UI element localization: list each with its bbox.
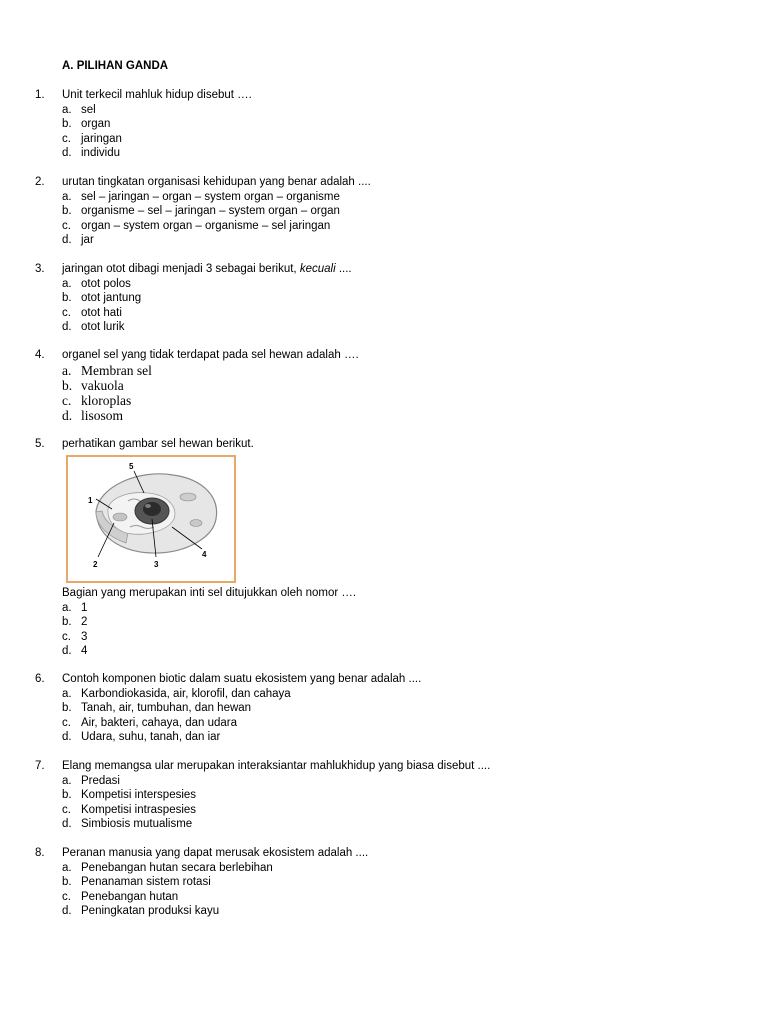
option-d: d. 4 [62, 645, 88, 658]
option-c: c. Penebangan hutan [62, 890, 179, 903]
animal-cell-diagram [68, 457, 234, 581]
option-c: c. Air, bakteri, cahaya, dan udara [62, 716, 237, 729]
option-a: a. 1 [62, 601, 88, 614]
option-b: b. vakuola [62, 378, 124, 393]
option-a: a. otot polos [62, 277, 131, 290]
option-a: a. Predasi [62, 774, 120, 787]
option-c: c. organ – system organ – organisme – sel jaringan [62, 219, 331, 232]
question-number: 5. [35, 438, 45, 450]
question-text: organel sel yang tidak terdapat pada sel hewan adalah …. [62, 349, 359, 361]
option-b: b. organ [62, 118, 111, 131]
option-a: a. sel [62, 103, 96, 116]
option-d: d. individu [62, 147, 120, 160]
option-a: a. sel – jaringan – organ – system organ – organisme [62, 190, 340, 203]
options-list [62, 103, 122, 161]
organelle [190, 520, 202, 527]
nucleolus [143, 502, 161, 516]
question-text: Unit terkecil mahluk hidup disebut …. [62, 89, 252, 101]
option-c: c. 3 [62, 630, 88, 643]
options-list [62, 190, 340, 248]
option-d: d. jar [62, 234, 94, 247]
question-text: Contoh komponen biotic dalam suatu ekosistem yang benar adalah .... [62, 673, 422, 685]
option-b: b. Kompetisi interspesies [62, 789, 197, 802]
option-d: d. otot lurik [62, 321, 125, 334]
options-list [62, 861, 273, 919]
question-text: jaringan otot dibagi menjadi 3 sebagai berikut, kecuali .... [62, 263, 352, 275]
options-list [62, 277, 141, 335]
options-list [62, 774, 196, 832]
options-list [62, 687, 291, 745]
option-d: d. Udara, suhu, tanah, dan iar [62, 731, 221, 744]
figure-label-5: 5 [129, 462, 134, 471]
option-c: c. Kompetisi intraspesies [62, 803, 197, 816]
figure-label-2: 2 [93, 560, 98, 569]
options-list [62, 601, 87, 659]
option-d: d. Simbiosis mutualisme [62, 818, 193, 831]
question-text: Elang memangsa ular merupakan interaksiantar mahlukhidup yang biasa disebut .... [62, 760, 491, 772]
question-number: 2. [35, 176, 45, 188]
question-number: 7. [35, 760, 45, 772]
question-number: 4. [35, 349, 45, 361]
option-c: c. otot hati [62, 306, 122, 319]
option-d: d. lisosom [62, 408, 124, 423]
option-a: a. Penebangan hutan secara berlebihan [62, 861, 273, 874]
option-b: b. otot jantung [62, 292, 142, 305]
option-c: c. jaringan [62, 132, 122, 145]
question-number: 3. [35, 263, 45, 275]
question-text: Peranan manusia yang dapat merusak ekosistem adalah .... [62, 847, 369, 859]
question-text: urutan tingkatan organisasi kehidupan yang benar adalah .... [62, 176, 371, 188]
option-a: a. Karbondiokasida, air, klorofil, dan cahaya [62, 687, 291, 700]
section-title: A. PILIHAN GANDA [62, 60, 169, 72]
option-b: b. Tanah, air, tumbuhan, dan hewan [62, 702, 252, 715]
figure-label-1: 1 [88, 496, 93, 505]
figure-label-3: 3 [154, 560, 159, 569]
question-number: 1. [35, 89, 45, 101]
option-d: d. Peningkatan produksi kayu [62, 905, 220, 918]
option-c: c. kloroplas [62, 393, 132, 408]
emphasis-kecuali: kecuali [299, 263, 336, 275]
option-b: b. 2 [62, 616, 88, 629]
question-text: perhatikan gambar sel hewan berikut. [62, 438, 254, 450]
option-a: a. Membran sel [62, 363, 152, 378]
question-number: 8. [35, 847, 45, 859]
organelle [180, 493, 196, 501]
question-number: 6. [35, 673, 45, 685]
options-list [62, 363, 152, 423]
option-b: b. organisme – sel – jaringan – system organ – organ [62, 205, 340, 218]
figure-caption-question: Bagian yang merupakan inti sel ditujukkan oleh nomor …. [62, 587, 357, 599]
nucleus-highlight [145, 504, 151, 508]
animal-cell-figure [66, 455, 236, 583]
option-b: b. Penanaman sistem rotasi [62, 876, 211, 889]
organelle [113, 513, 127, 521]
figure-label-4: 4 [202, 550, 207, 559]
